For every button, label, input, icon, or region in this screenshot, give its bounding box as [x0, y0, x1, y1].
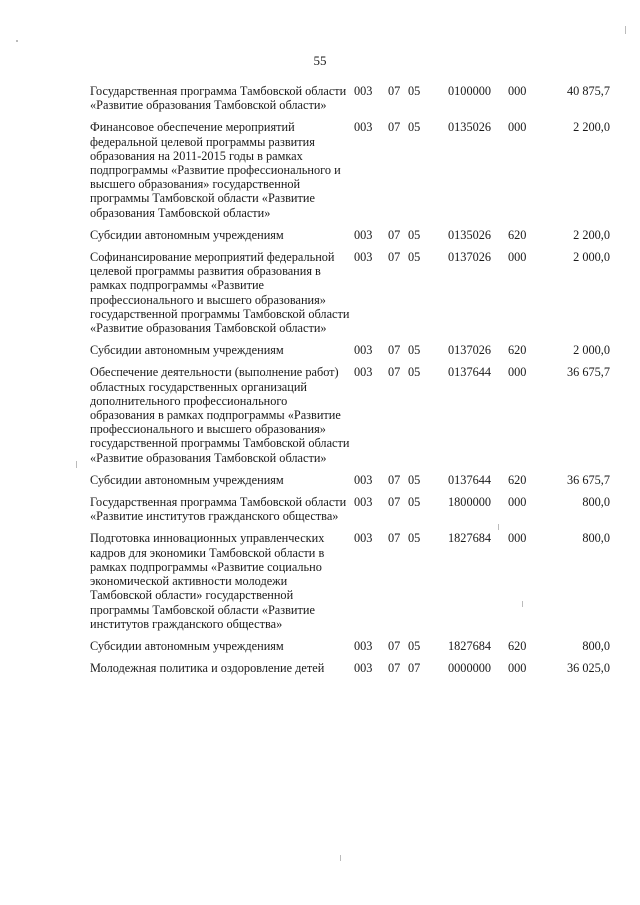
admin-code: 003: [354, 365, 373, 380]
target-article-code: 0000000: [448, 661, 492, 676]
subsection-code: 05: [408, 495, 421, 510]
row-name: Финансовое обеспечение мероприятий федеральной целевой программы развития образования на 2011-2015 годы в рамках подпрограммы «Развитие профессионального и высшего образования» государственной программы Тамбовской области «Развитие образования Тамбовской области»: [90, 120, 341, 220]
row-name: Государственная программа Тамбовской области «Развитие институтов гражданского общества»: [90, 495, 347, 524]
section-code: 07: [388, 495, 401, 510]
admin-code: 003: [354, 472, 373, 487]
target-article-code: 0137644: [448, 472, 492, 487]
subsection-code: 05: [408, 531, 421, 546]
subsection-code: 05: [408, 227, 421, 242]
row-name: Молодежная политика и оздоровление детей: [90, 661, 325, 676]
target-article-code: 1827684: [448, 638, 492, 653]
target-article-code: 0135026: [448, 120, 492, 135]
expense-type-code: 000: [508, 120, 527, 135]
subsection-code: 05: [408, 343, 421, 358]
expense-type-code: 620: [508, 343, 527, 358]
table-row: [90, 120, 610, 227]
row-name: Софинансирование мероприятий федеральной целевой программы развития образования в рамках подпрограммы «Развитие профессионального и высшего образования» государственной программы Тамбовской области «Развитие образования Тамбовской области»: [90, 250, 350, 336]
target-article-code: 1800000: [448, 495, 492, 510]
scan-mark: [625, 26, 626, 34]
amount: 800,0: [582, 531, 610, 546]
amount: 36 025,0: [566, 661, 610, 676]
admin-code: 003: [354, 84, 373, 98]
row-name: Субсидии автономным учреждениям: [90, 472, 284, 487]
table-row: [90, 84, 610, 120]
amount: 36 675,7: [566, 472, 610, 487]
budget-table: [90, 84, 610, 683]
subsection-code: 05: [408, 472, 421, 487]
table-row: [90, 228, 610, 250]
row-name: Обеспечение деятельности (выполнение работ) областных государственных организаций дополнительного профессионального образования в рамках подпрограммы «Развитие профессионального и высшего образования» государственной программы Тамбовской области «Развитие образования Тамбовской области»: [90, 365, 350, 465]
section-code: 07: [388, 250, 401, 265]
amount: 2 000,0: [573, 343, 610, 358]
section-code: 07: [388, 84, 401, 98]
target-article-code: 0100000: [448, 84, 492, 98]
target-article-code: 1827684: [448, 531, 492, 546]
row-name: Государственная программа Тамбовской области «Развитие образования Тамбовской области»: [90, 84, 347, 113]
expense-type-code: 620: [508, 638, 527, 653]
admin-code: 003: [354, 227, 373, 242]
subsection-code: 05: [408, 638, 421, 653]
scan-mark: [498, 524, 499, 530]
expense-type-code: 000: [508, 531, 527, 546]
amount: 800,0: [582, 638, 610, 653]
section-code: 07: [388, 365, 401, 380]
table-row: [90, 495, 610, 531]
target-article-code: 0137026: [448, 250, 492, 265]
scan-mark: [76, 461, 77, 468]
scan-mark: [16, 40, 18, 42]
expense-type-code: 000: [508, 84, 527, 98]
expense-type-code: 620: [508, 472, 527, 487]
section-code: 07: [388, 472, 401, 487]
subsection-code: 05: [408, 84, 421, 98]
amount: 2 200,0: [573, 227, 610, 242]
admin-code: 003: [354, 661, 373, 676]
section-code: 07: [388, 638, 401, 653]
row-name: Субсидии автономным учреждениям: [90, 638, 284, 653]
admin-code: 003: [354, 120, 373, 135]
scan-mark: [522, 601, 523, 607]
table-row: [90, 365, 610, 472]
table-row: [90, 531, 610, 638]
admin-code: 003: [354, 343, 373, 358]
subsection-code: 05: [408, 120, 421, 135]
target-article-code: 0137644: [448, 365, 492, 380]
row-name: Подготовка инновационных управленческих кадров для экономики Тамбовской области в рамках подпрограммы «Развитие социально экономической активности молодежи Тамбовской области» государственной программы Тамбовской области «Развитие институтов гражданского общества»: [90, 531, 325, 631]
target-article-code: 0137026: [448, 343, 492, 358]
expense-type-code: 000: [508, 495, 527, 510]
admin-code: 003: [354, 250, 373, 265]
row-name: Субсидии автономным учреждениям: [90, 227, 284, 242]
target-article-code: 0135026: [448, 227, 492, 242]
subsection-code: 07: [408, 661, 421, 676]
subsection-code: 05: [408, 250, 421, 265]
page-number: 55: [313, 53, 327, 68]
amount: 2 200,0: [573, 120, 610, 135]
admin-code: 003: [354, 495, 373, 510]
amount: 40 875,7: [566, 84, 610, 98]
expense-type-code: 000: [508, 661, 527, 676]
expense-type-code: 000: [508, 250, 527, 265]
section-code: 07: [388, 227, 401, 242]
admin-code: 003: [354, 638, 373, 653]
table-row: [90, 250, 610, 343]
table-row: [90, 639, 610, 661]
section-code: 07: [388, 531, 401, 546]
table-row: [90, 661, 610, 683]
amount: 36 675,7: [566, 365, 610, 380]
table-row: [90, 343, 610, 365]
table-row: [90, 473, 610, 495]
section-code: 07: [388, 343, 401, 358]
expense-type-code: 620: [508, 227, 527, 242]
amount: 800,0: [582, 495, 610, 510]
subsection-code: 05: [408, 365, 421, 380]
expense-type-code: 000: [508, 365, 527, 380]
admin-code: 003: [354, 531, 373, 546]
section-code: 07: [388, 120, 401, 135]
scan-mark: [340, 855, 341, 861]
budget-rows: [90, 84, 610, 683]
amount: 2 000,0: [573, 250, 610, 265]
row-name: Субсидии автономным учреждениям: [90, 343, 284, 358]
section-code: 07: [388, 661, 401, 676]
